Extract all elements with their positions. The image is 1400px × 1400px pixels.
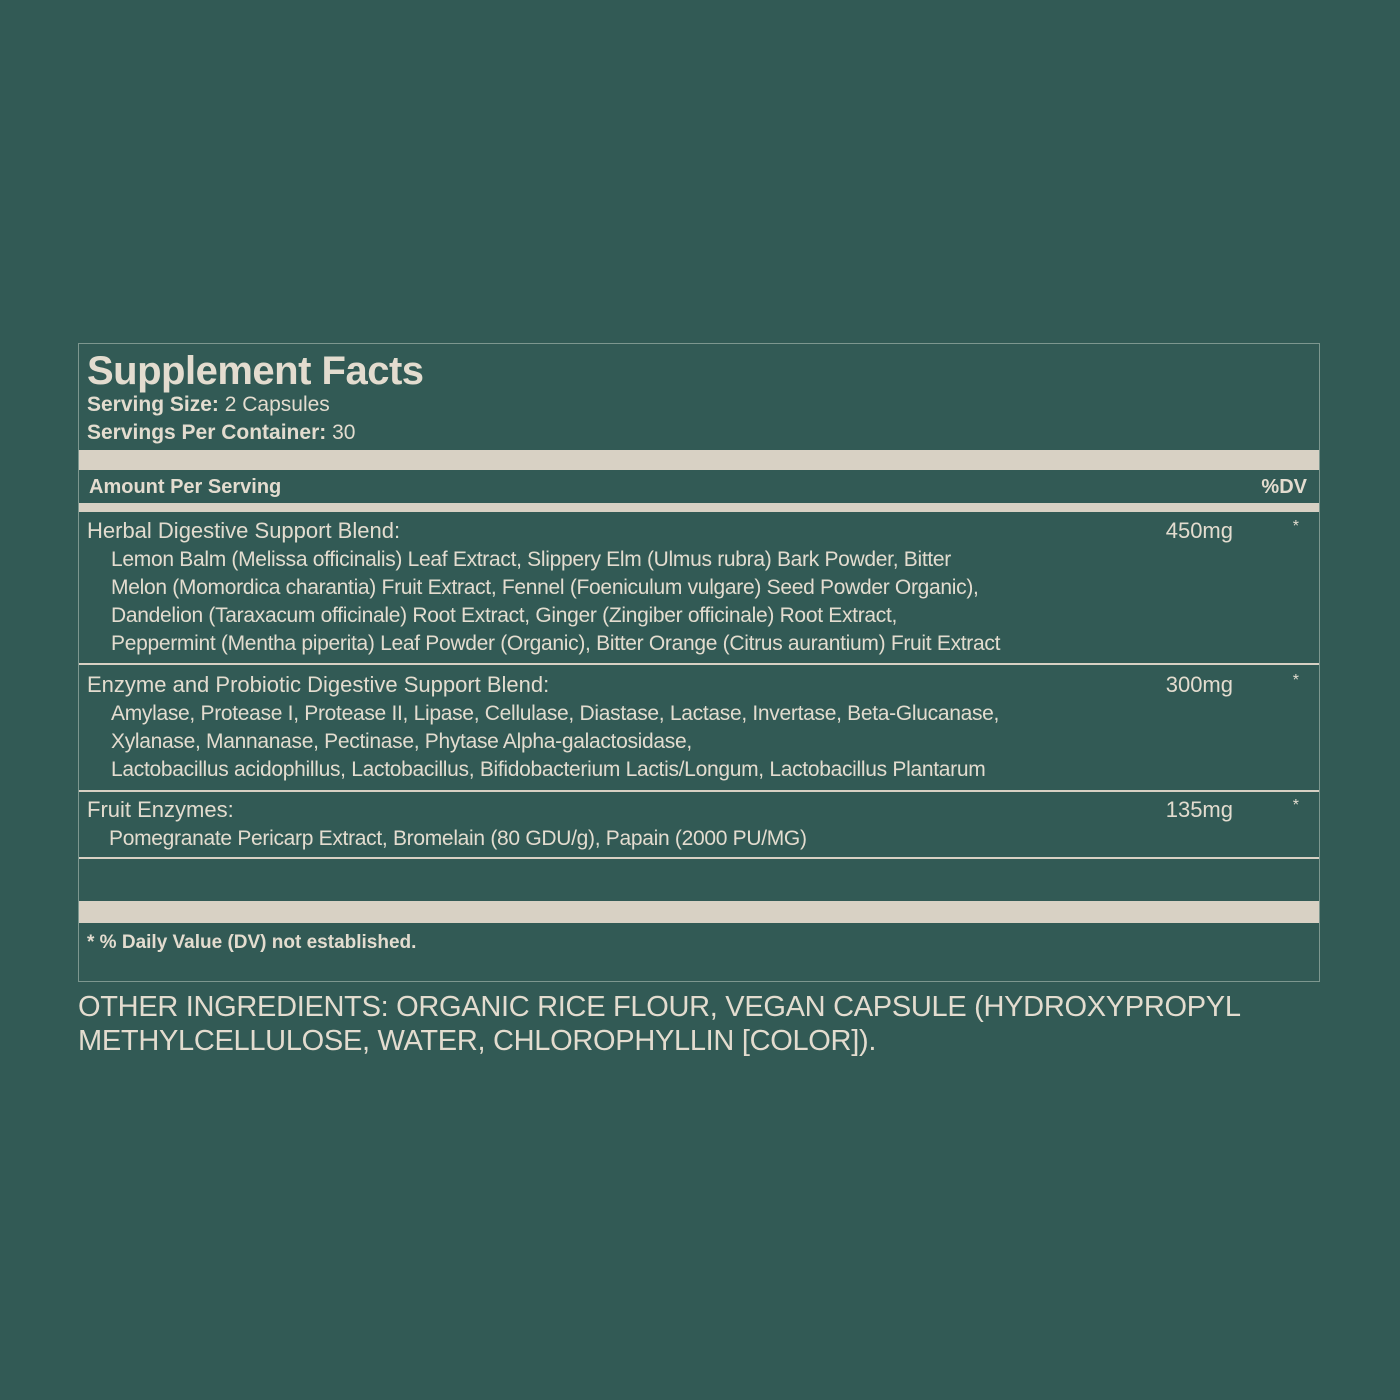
panel-title: Supplement Facts: [87, 349, 424, 393]
ingredient-line: Pomegranate Pericarp Extract, Bromelain (80 GDU/g), Papain (2000 PU/MG): [109, 827, 807, 850]
other-ingredients-line: METHYLCELLULOSE, WATER, CHLOROPHYLLIN [COLOR]).: [78, 1025, 877, 1057]
other-ingredients: [78, 990, 1328, 1058]
footer-bar-thick: [79, 901, 1319, 923]
ingredient-line: Dandelion (Taraxacum officinale) Root Extract, Ginger (Zingiber officinale) Root Extract,: [111, 604, 898, 627]
row-ingredients: [111, 546, 1131, 658]
supplement-facts-panel: [78, 343, 1320, 982]
row-divider: [79, 857, 1319, 859]
other-ingredients-line: OTHER INGREDIENTS: ORGANIC RICE FLOUR, VEGAN CAPSULE (HYDROXYPROPYL: [78, 991, 1241, 1023]
ingredient-line: Lemon Balm (Melissa officinalis) Leaf Extract, Slippery Elm (Ulmus rubra) Bark Powder, Bitter: [111, 548, 952, 571]
row-name: Enzyme and Probiotic Digestive Support Blend:: [87, 672, 550, 697]
row-dv: *: [1292, 797, 1299, 814]
dv-column-header: %DV: [1261, 476, 1307, 498]
header-bar-thin: [79, 503, 1319, 512]
dv-footnote: * % Daily Value (DV) not established.: [87, 932, 417, 953]
row-amount: 450mg: [1165, 518, 1233, 543]
ingredient-line: Amylase, Protease I, Protease II, Lipase, Cellulase, Diastase, Lactase, Invertase, Beta-Glucanase,: [111, 702, 1000, 725]
amount-per-serving-header: Amount Per Serving: [89, 476, 282, 498]
serving-size-value: 2 Capsules: [224, 393, 330, 416]
row-ingredients: [109, 825, 1129, 853]
row-amount: 135mg: [1165, 797, 1233, 822]
ingredient-line: Melon (Momordica charantia) Fruit Extract, Fennel (Foeniculum vulgare) Seed Powder Organic),: [111, 576, 979, 599]
servings-per-container-value: 30: [332, 421, 356, 444]
row-dv: *: [1292, 518, 1299, 535]
servings-per-container-label: Servings Per Container:: [87, 421, 327, 444]
ingredient-line: Xylanase, Mannanase, Pectinase, Phytase Alpha-galactosidase,: [111, 730, 692, 753]
servings-per-container: [87, 419, 355, 447]
ingredient-line: Lactobacillus acidophillus, Lactobacillus, Bifidobacterium Lactis/Longum, Lactobacillus Plantarum: [111, 758, 986, 781]
nutrient-row-herbal-blend: [79, 516, 1319, 664]
header-bar-thick: [79, 450, 1319, 470]
ingredient-line: Peppermint (Mentha piperita) Leaf Powder (Organic), Bitter Orange (Citrus aurantium) Fruit Extract: [111, 632, 1001, 655]
row-divider: [79, 663, 1319, 665]
serving-size: [87, 391, 330, 419]
row-ingredients: [111, 700, 1131, 784]
row-name: Herbal Digestive Support Blend:: [87, 518, 401, 543]
row-divider: [79, 790, 1319, 792]
nutrient-row-enzyme-probiotic-blend: [79, 670, 1319, 790]
serving-size-label: Serving Size:: [87, 393, 219, 416]
row-name: Fruit Enzymes:: [87, 797, 234, 822]
row-dv: *: [1292, 672, 1299, 689]
row-amount: 300mg: [1165, 672, 1233, 697]
nutrient-row-fruit-enzymes: [79, 795, 1319, 857]
